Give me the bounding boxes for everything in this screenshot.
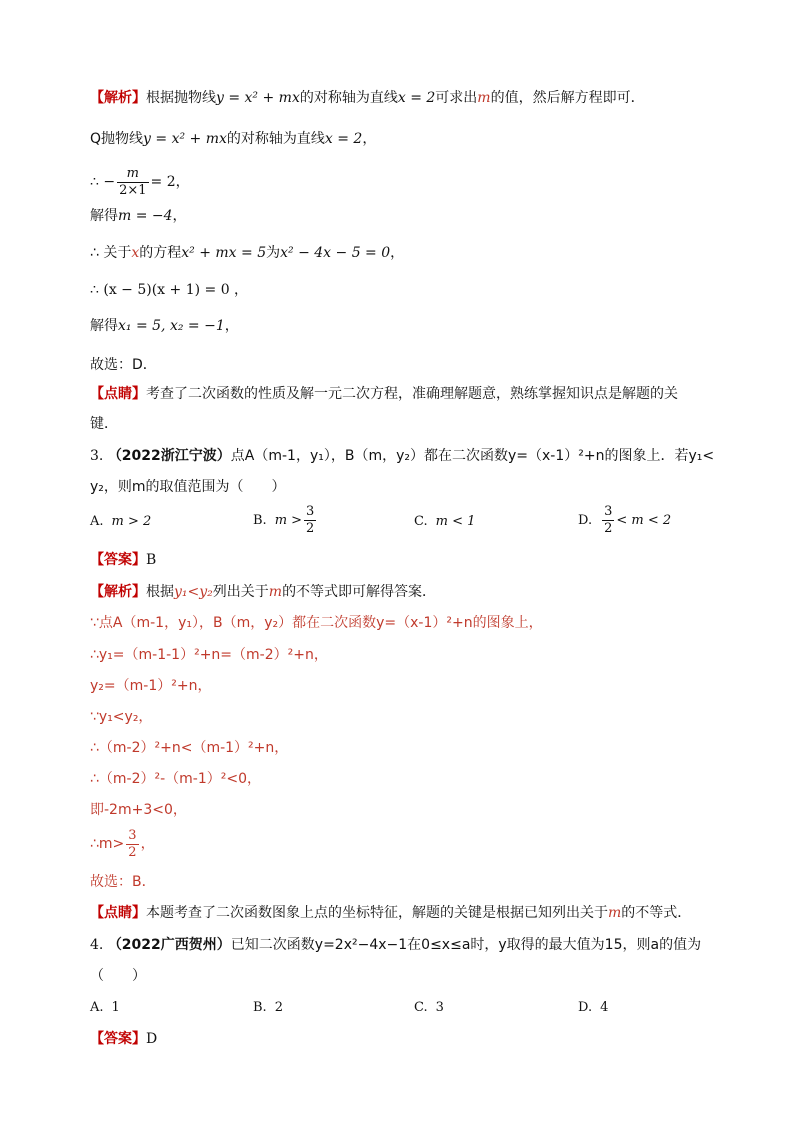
analysis-tag: 【解析】 [90, 90, 146, 106]
fraction-numerator: 3 [306, 504, 315, 519]
option-post: < m < 2 [616, 513, 672, 528]
fraction-denominator: 2 [604, 521, 613, 536]
derivation-step-7: 即-2m+3<0， [90, 802, 187, 818]
option-text: 4 [600, 1000, 609, 1015]
option-label: B. [253, 513, 267, 528]
comment-1-line-2: 键． [90, 416, 118, 432]
step-line: x = 2 [324, 131, 363, 147]
analysis-text-c: 的不等式即可解得答案． [282, 584, 437, 600]
condition: y₁<y₂ [174, 584, 213, 600]
option-c [414, 512, 475, 532]
solution-step-5: ∴ (x − 5)(x + 1) = 0 ， [90, 282, 249, 298]
option-c [414, 998, 444, 1018]
analysis-3 [90, 582, 436, 602]
step-end: ， [224, 318, 239, 334]
analysis-tag: 【解析】 [90, 584, 146, 600]
answer-3 [90, 550, 156, 570]
analysis-text-d: 的值，然后解方程即可． [490, 90, 645, 106]
fraction-m-over-2x1 [117, 166, 148, 199]
question-3-line-2: y₂，则m的取值范围为（ ） [90, 479, 286, 495]
question-number: 3. [90, 448, 104, 464]
solution-step-2 [90, 164, 190, 200]
derivation-step-2: ∴y₁=（m-1-1）²+n=（m-2）²+n， [90, 647, 328, 663]
option-label: A. [90, 1000, 104, 1015]
analysis-text-a: 根据抛物线 [146, 90, 216, 106]
answer-tag: 【答案】 [90, 1031, 146, 1047]
step-end: ， [390, 245, 405, 261]
solution-step-4 [90, 243, 404, 263]
comment-tag: 【点睛】 [90, 386, 146, 402]
comment-tag: 【点睛】 [90, 905, 146, 921]
question-source: （2022广西贺州） [107, 937, 231, 953]
answer-4 [90, 1029, 157, 1049]
roots: x₁ = 5, x₂ = −1 [118, 318, 225, 334]
analysis-text-c: 可求出 [435, 90, 478, 106]
option-label: A. [90, 514, 104, 529]
option-label: C. [414, 1000, 428, 1015]
answer-value: D [146, 1031, 158, 1047]
step-mid2: 为 [266, 245, 281, 261]
choose-answer-2: 故选：D． [90, 357, 157, 373]
derivation-result [90, 826, 155, 862]
step-mid: 的对称轴为直线 [226, 131, 325, 147]
step-prefix: 解得 [90, 318, 118, 334]
symmetry-line: x = 2 [397, 90, 436, 106]
variable-m: m [477, 90, 491, 106]
choose-answer-3: 故选：B． [90, 874, 156, 890]
fraction-numerator: 3 [604, 504, 613, 519]
fraction-3-over-2 [126, 828, 138, 861]
solution-step-3 [90, 206, 187, 226]
result-end: ， [140, 836, 155, 852]
option-d [578, 998, 608, 1018]
step-end: ， [175, 174, 190, 190]
option-label: B. [253, 1000, 267, 1015]
variable-x: x [131, 245, 140, 261]
analysis-1 [90, 88, 645, 108]
comment-1 [90, 384, 678, 404]
option-a [90, 512, 151, 532]
solution-step-6 [90, 316, 239, 336]
question-3 [90, 446, 714, 466]
option-label: D. [578, 513, 593, 528]
analysis-text-b: 的对称轴为直线 [299, 90, 398, 106]
answer-tag: 【答案】 [90, 552, 146, 568]
step-rhs: = 2 [150, 174, 176, 190]
derivation-step-5: ∴（m-2）²+n<（m-1）²+n， [90, 740, 289, 756]
variable-m: m [268, 584, 283, 600]
option-b [253, 503, 318, 539]
option-text: 3 [435, 1000, 444, 1015]
fraction-3-over-2 [304, 504, 316, 537]
fraction-denominator: 2 [128, 844, 137, 860]
question-text-line-1: 已知二次函数y=2x²−4x−1在0≤x≤a时，y取得的最大值为15，则a的值为 [230, 937, 702, 953]
fraction-denominator: 2×1 [119, 182, 147, 198]
question-4-line-2: （ ） [90, 968, 146, 984]
option-a [90, 998, 120, 1018]
option-label: D. [578, 1000, 593, 1015]
solution-step-1 [90, 129, 376, 149]
derivation-step-4: ∵y₁<y₂， [90, 709, 153, 725]
step-prefix: Q抛物线 [90, 131, 144, 147]
fraction-3-over-2 [602, 504, 614, 537]
step-prefix: ∴ 关于 [90, 245, 132, 261]
question-4 [90, 935, 701, 955]
analysis-text-a: 根据 [146, 584, 174, 600]
parabola-equation: y = x² + mx [216, 90, 300, 106]
comment-3 [90, 903, 691, 923]
question-text-line-1: 点A（m-1，y₁），B（m，y₂）都在二次函数y=（x-1）²+n的图象上．若y₁< [230, 448, 715, 464]
option-d [578, 503, 671, 539]
step-prefix: ∴ − [90, 174, 116, 190]
comment-text-a: 本题考查了二次函数图象上点的坐标特征，解题的关键是根据已知列出关于 [146, 905, 608, 921]
step-prefix: 解得 [90, 208, 118, 224]
question-number: 4. [90, 937, 104, 953]
equation-1: x² + mx = 5 [181, 245, 267, 261]
variable-m: m [608, 905, 622, 921]
analysis-text-b: 列出关于 [212, 584, 269, 600]
option-text: m < 1 [435, 514, 476, 529]
equation-2: x² − 4x − 5 = 0 [280, 245, 391, 261]
fraction-numerator: m [117, 166, 148, 183]
step-mid1: 的方程 [139, 245, 182, 261]
comment-text: 考查了二次函数的性质及解一元二次方程，准确理解题意，熟练掌握知识点是解题的关 [146, 386, 678, 402]
question-source: （2022浙江宁波） [107, 448, 231, 464]
derivation-step-3: y₂=（m-1）²+n， [90, 678, 212, 694]
fraction-denominator: 2 [306, 521, 315, 536]
comment-text-b: 的不等式． [621, 905, 692, 921]
step-equation: m = −4 [118, 208, 173, 224]
step-end: ， [362, 131, 377, 147]
derivation-step-6: ∴（m-2）²-（m-1）²<0， [90, 771, 262, 787]
option-text: m > 2 [111, 514, 152, 529]
fraction-numerator: 3 [128, 827, 137, 843]
derivation-step-1: ∵点A（m-1，y₁），B（m，y₂）都在二次函数y=（x-1）²+n的图象上， [90, 615, 543, 631]
result-prefix: ∴m> [90, 836, 125, 852]
option-pre: m > [274, 513, 303, 528]
option-text: 2 [274, 1000, 283, 1015]
answer-value: B [146, 552, 157, 568]
step-end: ， [172, 208, 187, 224]
option-b [253, 998, 283, 1018]
option-text: 1 [111, 1000, 120, 1015]
step-equation: y = x² + mx [143, 131, 227, 147]
option-label: C. [414, 514, 428, 529]
